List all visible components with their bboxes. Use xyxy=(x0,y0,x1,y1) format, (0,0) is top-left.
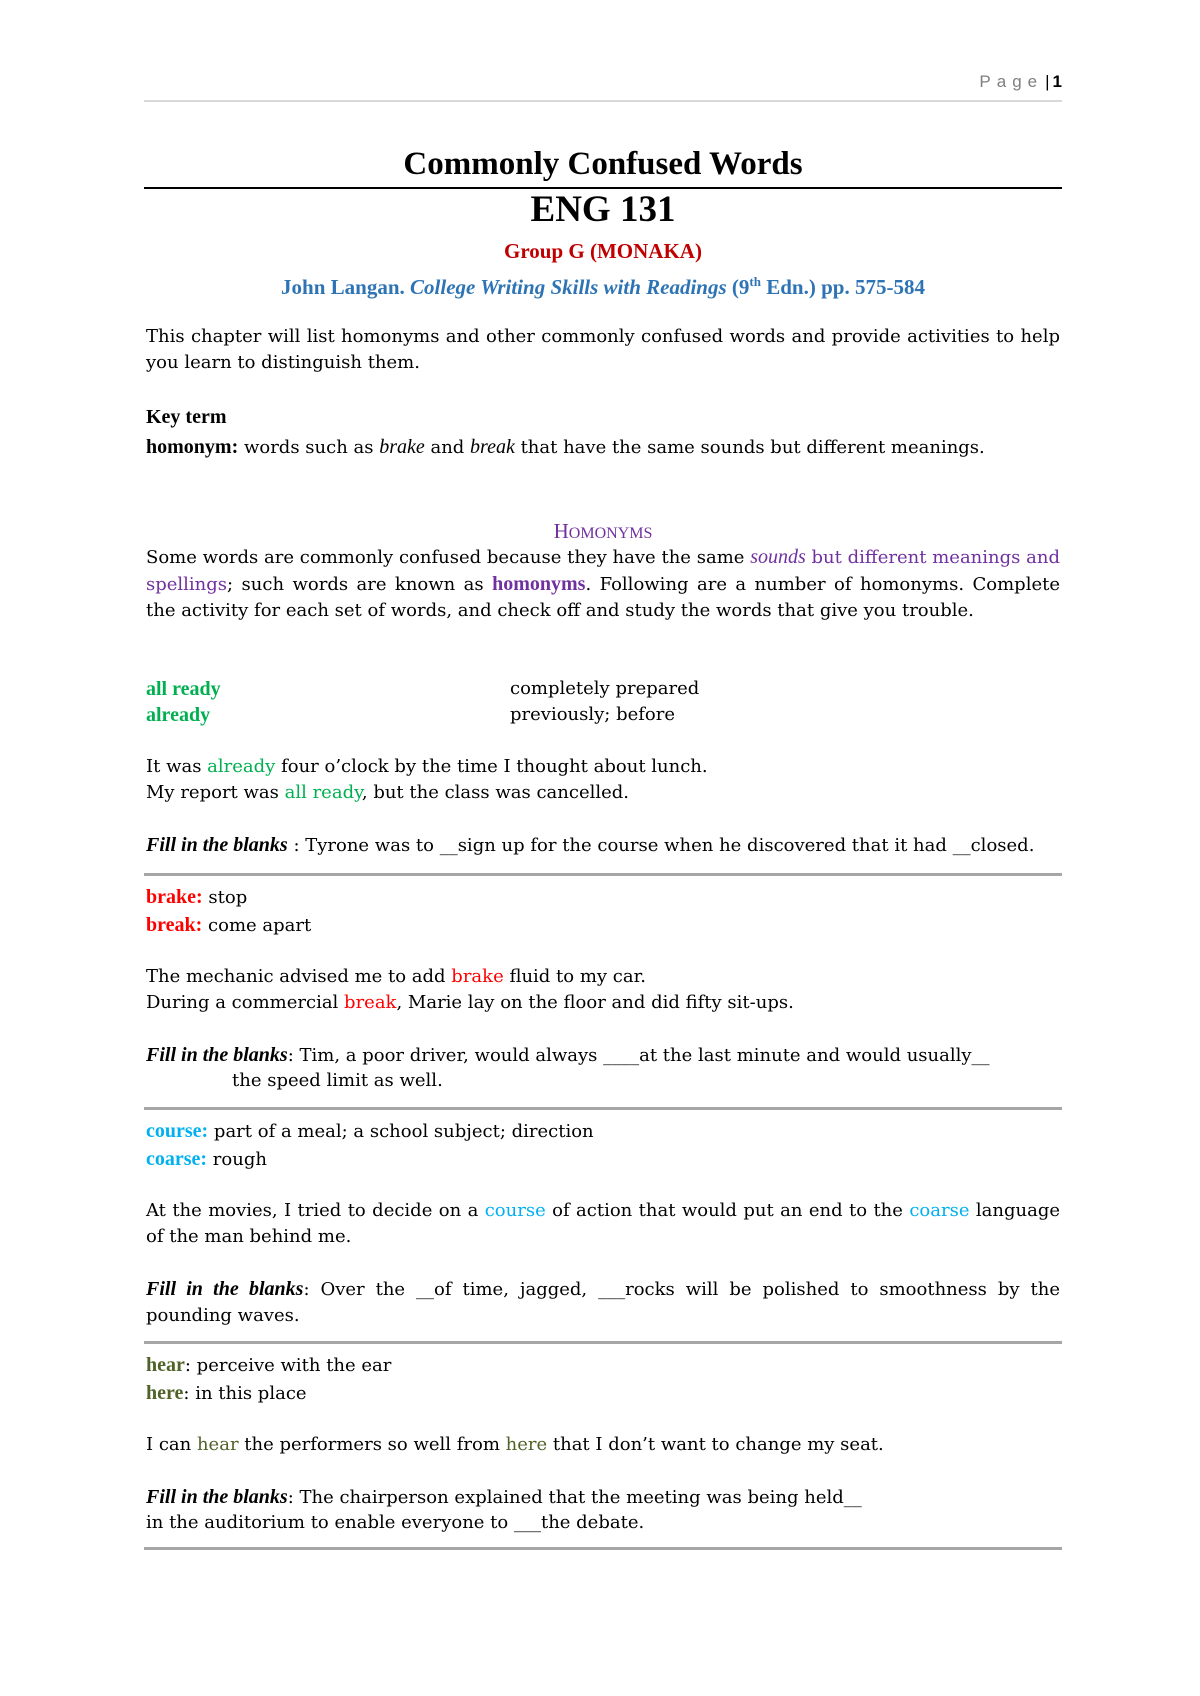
fill-label: Fill in the blanks xyxy=(146,1486,288,1508)
section-divider xyxy=(144,873,1062,876)
intro-paragraph: This chapter will list homonyms and other commonly confused words and provide activities to help you learn to distinguish them. xyxy=(146,326,1060,373)
section-heading: HOMONYMS xyxy=(553,519,653,543)
fill-in-exercise: Fill in the blanks : Tyrone was to __sign up for the course when he discovered that it had __closed. xyxy=(146,834,1035,856)
word-term: here xyxy=(146,1382,184,1404)
fill-label: Fill in the blanks xyxy=(146,1278,304,1300)
word-meaning: : perceive with the ear xyxy=(184,1355,392,1376)
source-edition-sup: th xyxy=(749,274,761,289)
example-sentence: The mechanic advised me to add brake fluid to my car. xyxy=(146,966,646,987)
fill-in-continuation: in the auditorium to enable everyone to ___the debate. xyxy=(146,1512,645,1533)
list-item xyxy=(146,912,1060,939)
section-divider xyxy=(144,1107,1062,1110)
list-item xyxy=(146,1352,1060,1379)
source-author: John Langan. xyxy=(281,275,405,299)
section-divider xyxy=(144,1341,1062,1344)
word-meaning: stop xyxy=(202,887,248,908)
word-meaning: part of a meal; a school subject; direction xyxy=(208,1121,594,1142)
example-sentence: At the movies, I tried to decide on a course of action that would put an end to the coarse language of the man behind me. xyxy=(146,1200,1060,1247)
list-item xyxy=(146,1118,1060,1145)
list-item xyxy=(146,884,1060,911)
source-edition: (9 xyxy=(731,275,750,299)
key-term-word: homonym: xyxy=(146,436,239,458)
key-term-definition: homonym: words such as brake and break that have the same sounds but different meanings. xyxy=(146,436,985,458)
fill-label: Fill in the blanks xyxy=(146,834,288,856)
word-meaning: completely prepared xyxy=(510,678,700,699)
document-title: Commonly Confused Words xyxy=(403,146,803,182)
word-meaning: come apart xyxy=(202,915,312,936)
source-book: College Writing Skills with Readings xyxy=(410,275,727,299)
word-term: break: xyxy=(146,914,203,936)
word-term: already xyxy=(146,704,211,726)
page-label: Page xyxy=(979,72,1044,91)
word-meaning: previously; before xyxy=(510,704,676,725)
word-term: brake: xyxy=(146,886,203,908)
page-header xyxy=(144,72,1062,102)
example-sentence: My report was all ready, but the class was cancelled. xyxy=(146,782,630,803)
source-citation xyxy=(144,268,1062,301)
word-term: all ready xyxy=(146,678,221,700)
fill-in-exercise: Fill in the blanks: Tim, a poor driver, would always ____at the last minute and would usually__ xyxy=(146,1044,990,1066)
fill-label: Fill in the blanks xyxy=(146,1044,288,1066)
page-number: 1 xyxy=(1052,72,1062,91)
word-term: coarse: xyxy=(146,1148,208,1170)
example-sentence: It was already four o’clock by the time I thought about lunch. xyxy=(146,756,708,777)
word-term: hear xyxy=(146,1354,185,1376)
example-sentence: I can hear the performers so well from here that I don’t want to change my seat. xyxy=(146,1434,884,1455)
fill-in-exercise: Fill in the blanks: The chairperson explained that the meeting was being held__ xyxy=(146,1486,862,1508)
word-meaning: : in this place xyxy=(183,1383,307,1404)
section-divider xyxy=(144,1547,1062,1550)
section-paragraph: Some words are commonly confused because they have the same sounds but different meanings and spellings; such words are known as homonyms. Following are a number of homonyms. Complete the activity for each set of words, and check off and study the words that give you trouble. xyxy=(146,546,1060,621)
example-sentence: During a commercial break, Marie lay on the floor and did fifty sit-ups. xyxy=(146,992,794,1013)
course-code: ENG 131 xyxy=(530,189,676,230)
list-item xyxy=(146,1146,1060,1173)
source-pages: Edn.) pp. 575-584 xyxy=(760,275,925,299)
key-term-heading: Key term xyxy=(146,406,227,428)
list-item xyxy=(146,1380,1060,1407)
page-separator: | xyxy=(1045,72,1050,91)
word-term: course: xyxy=(146,1120,209,1142)
word-meaning: rough xyxy=(207,1149,267,1170)
group-name: Group G (MONAKA) xyxy=(504,239,702,263)
fill-in-exercise: Fill in the blanks: Over the __of time, jagged, ___rocks will be polished to smoothness by the pounding waves. xyxy=(146,1278,1060,1326)
fill-in-continuation: the speed limit as well. xyxy=(232,1070,443,1091)
